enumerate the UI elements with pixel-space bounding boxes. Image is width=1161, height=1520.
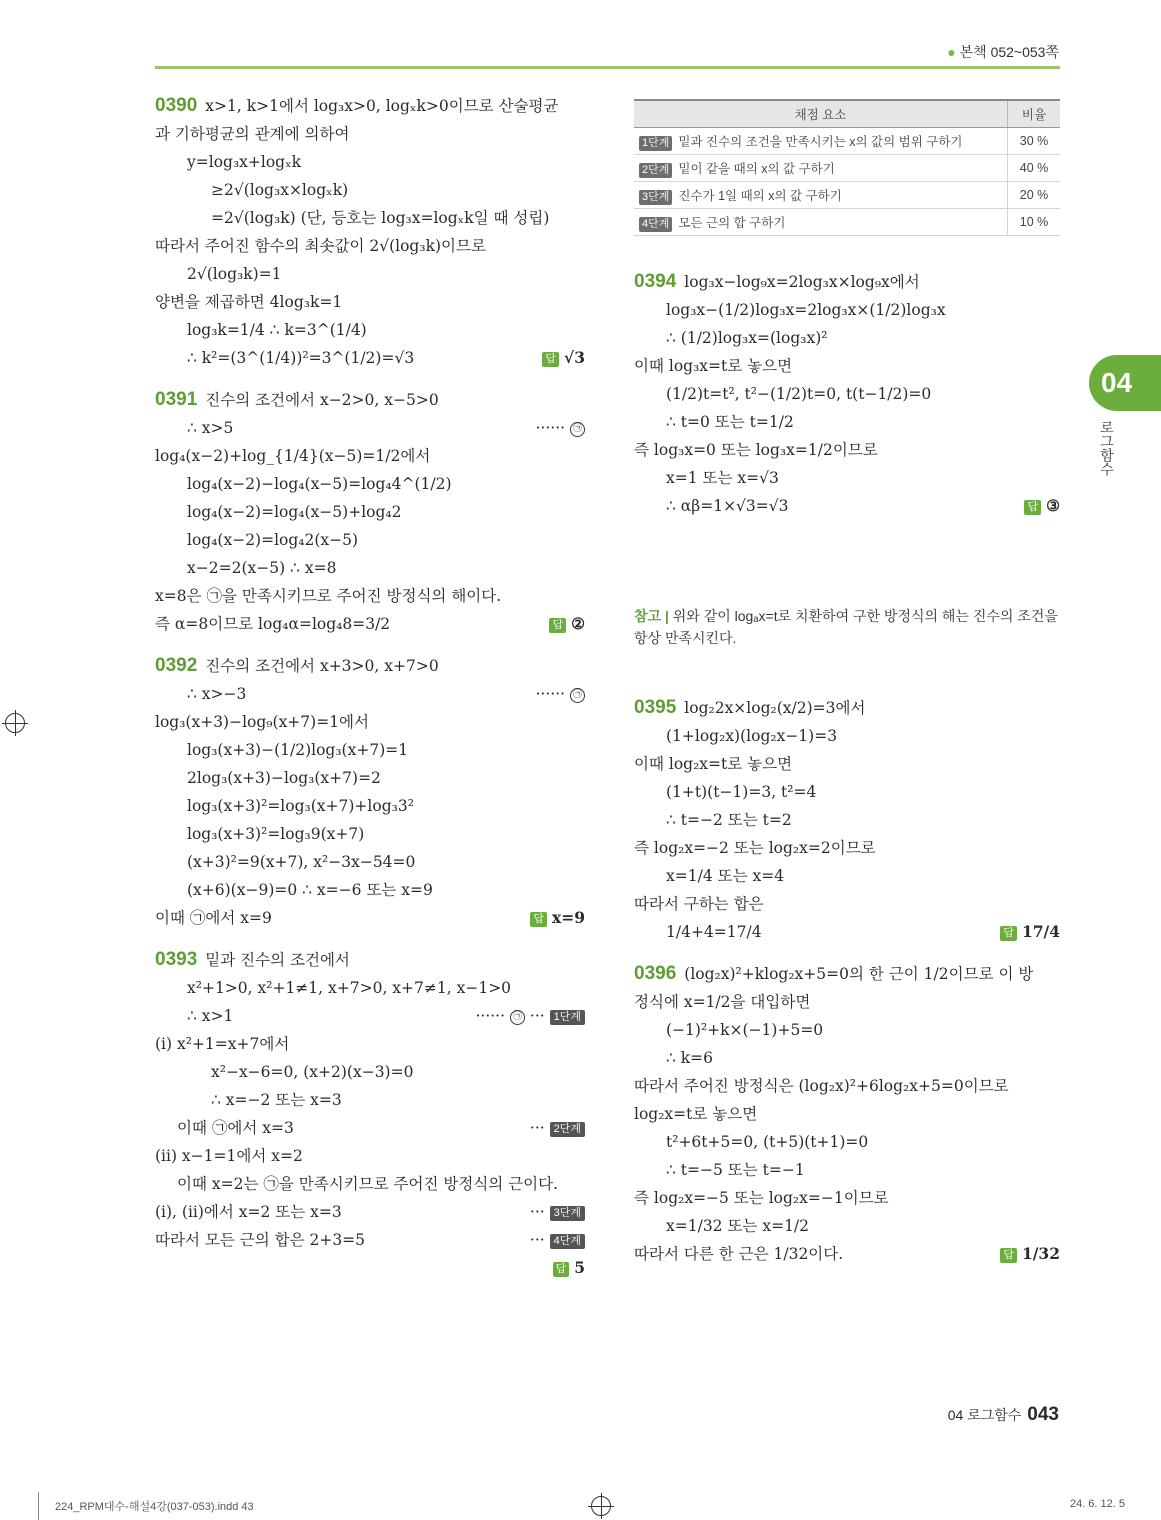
solution-line bbox=[155, 260, 585, 288]
solution-line bbox=[634, 778, 1060, 806]
solution-line bbox=[155, 1114, 585, 1142]
line-text: (log₂x)²+klog₂x+5=0의 한 근이 1/2이므로 이 방 bbox=[684, 965, 1034, 983]
line-text: 밑과 진수의 조건에서 bbox=[205, 951, 350, 969]
solution-line bbox=[634, 862, 1060, 890]
line-text: log₃x−log₉x=2log₃x×log₉x에서 bbox=[684, 273, 920, 291]
solution-line bbox=[155, 316, 585, 344]
line-text: log₃(x+3)−(1/2)log₃(x+7)=1 bbox=[187, 741, 409, 759]
print-file-info: 224_RPM대수-해설4강(037-053).indd 43 bbox=[55, 1501, 254, 1513]
chapter-title-vertical: 로그함수 bbox=[1099, 420, 1115, 476]
line-text: ≥2√(log₃x×logₓk) bbox=[211, 181, 349, 199]
print-date: 24. 6. 12. 5 bbox=[1069, 1498, 1125, 1510]
header-ref-text: 본책 052~053쪽 bbox=[959, 44, 1059, 60]
line-text: x=1/4 또는 x=4 bbox=[666, 867, 785, 885]
solution-line bbox=[155, 554, 585, 582]
solution-line bbox=[634, 750, 1060, 778]
line-text: log₂x=t로 놓으면 bbox=[634, 1105, 758, 1123]
solution-line bbox=[634, 694, 1060, 722]
stage-tag: 4단계 bbox=[639, 217, 672, 232]
spacer bbox=[155, 932, 585, 946]
answer-value: 5 bbox=[574, 1258, 585, 1277]
spacer bbox=[155, 372, 585, 386]
score-item bbox=[634, 155, 1008, 182]
line-text: 따라서 주어진 방정식은 (log₂x)²+6log₂x+5=0이므로 bbox=[634, 1077, 1009, 1095]
right-column-top bbox=[634, 268, 1060, 520]
score-row bbox=[634, 128, 1060, 155]
line-tag: ······ ㉠ ··· 1단계 bbox=[475, 1002, 585, 1030]
score-item bbox=[634, 209, 1008, 236]
left-column bbox=[155, 92, 585, 1277]
step-tag: 3단계 bbox=[550, 1206, 585, 1221]
dots: ······ bbox=[475, 1007, 506, 1025]
solution-line bbox=[155, 904, 585, 932]
solution-line bbox=[634, 806, 1060, 834]
line-text: ∴ t=0 또는 t=1/2 bbox=[666, 413, 794, 431]
footer-chapter: 04 로그함수 bbox=[947, 1407, 1022, 1423]
score-row bbox=[634, 182, 1060, 209]
solution-line bbox=[634, 1212, 1060, 1240]
score-rate: 20 % bbox=[1008, 182, 1061, 209]
line-text: ∴ x>5 bbox=[187, 419, 234, 437]
line-text: =2√(log₃k) (단, 등호는 log₃x=logₓk일 때 성립) bbox=[211, 209, 550, 227]
solution-line bbox=[155, 582, 585, 610]
line-text: (−1)²+k×(−1)+5=0 bbox=[666, 1021, 824, 1039]
line-tag: ··· 3단계 bbox=[530, 1198, 585, 1226]
line-text: log₃k=1/4 ∴ k=3^(1/4) bbox=[187, 321, 367, 339]
line-text: (1+t)(t−1)=3, t²=4 bbox=[666, 783, 817, 801]
solution-line bbox=[634, 960, 1060, 988]
line-text: 따라서 구하는 합은 bbox=[634, 895, 764, 913]
line-text: ∴ (1/2)log₃x=(log₃x)² bbox=[666, 329, 828, 347]
line-text: 과 기하평균의 관계에 의하여 bbox=[155, 125, 350, 143]
line-text: log₃(x+3)−log₉(x+7)=1에서 bbox=[155, 713, 370, 731]
spacer bbox=[634, 946, 1060, 960]
line-text: (x+6)(x−9)=0 ∴ x=−6 또는 x=9 bbox=[187, 881, 433, 899]
line-text: 이때 x=2는 ㉠을 만족시키므로 주어진 방정식의 근이다. bbox=[177, 1175, 559, 1193]
solution-line bbox=[155, 288, 585, 316]
solution-line bbox=[155, 176, 585, 204]
solution-line bbox=[155, 1142, 585, 1170]
line-text: ∴ k²=(3^(1/4))²=3^(1/2)=√3 bbox=[187, 349, 415, 367]
line-text: 이때 log₃x=t로 놓으면 bbox=[634, 357, 793, 375]
note-text: 위와 같이 logₐx=t로 치환하여 구한 방정식의 해는 진수의 조건을 항상 만족시킨다. bbox=[634, 608, 1058, 646]
solution-line bbox=[634, 1240, 1060, 1268]
solution-line bbox=[155, 652, 585, 680]
note-label: 참고 | bbox=[634, 608, 669, 624]
line-text: (ii) x−1=1에서 x=2 bbox=[155, 1147, 303, 1165]
solution-line bbox=[155, 232, 585, 260]
line-tag: ··· 4단계 bbox=[530, 1226, 585, 1254]
answer-tag: 답 bbox=[542, 352, 559, 367]
stage-tag: 2단계 bbox=[639, 163, 672, 178]
line-tag bbox=[542, 344, 585, 372]
solution-line bbox=[634, 296, 1060, 324]
solution-line bbox=[155, 708, 585, 736]
stage-desc: 진수가 1일 때의 x의 값 구하기 bbox=[678, 188, 842, 203]
line-text: (i), (ii)에서 x=2 또는 x=3 bbox=[155, 1203, 342, 1221]
answer-value: 1/32 bbox=[1021, 1244, 1060, 1263]
solution-line bbox=[155, 792, 585, 820]
line-text: ∴ x>−3 bbox=[187, 685, 247, 703]
solution-line bbox=[155, 148, 585, 176]
solution-line bbox=[155, 526, 585, 554]
solution-line bbox=[634, 1044, 1060, 1072]
line-text: x>1, k>1에서 log₃x>0, logₓk>0이므로 산술평균 bbox=[205, 97, 559, 115]
solution-line bbox=[634, 1156, 1060, 1184]
step-tag: 4단계 bbox=[550, 1234, 585, 1249]
solution-line bbox=[155, 442, 585, 470]
line-text: 즉 log₂x=−2 또는 log₂x=2이므로 bbox=[634, 839, 876, 857]
line-text: log₃(x+3)²=log₃(x+7)+log₃3² bbox=[187, 797, 414, 815]
solution-line bbox=[155, 876, 585, 904]
answer-tag: 답 bbox=[530, 912, 547, 927]
solution-line bbox=[155, 610, 585, 638]
line-tag bbox=[1000, 1240, 1060, 1268]
score-row bbox=[634, 155, 1060, 182]
line-text: (1/2)t=t², t²−(1/2)t=0, t(t−1/2)=0 bbox=[666, 385, 932, 403]
line-text: 따라서 모든 근의 합은 2+3=5 bbox=[155, 1231, 366, 1249]
solution-line bbox=[155, 120, 585, 148]
score-rate: 10 % bbox=[1008, 209, 1061, 236]
score-rate: 30 % bbox=[1008, 128, 1061, 155]
answer-value: ② bbox=[571, 614, 585, 633]
line-text: ∴ t=−2 또는 t=2 bbox=[666, 811, 792, 829]
solution-line bbox=[634, 722, 1060, 750]
line-text: log₄(x−2)=log₄(x−5)+log₄2 bbox=[187, 503, 402, 521]
registration-mark-icon bbox=[591, 1496, 611, 1516]
solution-line bbox=[634, 408, 1060, 436]
solution-line bbox=[634, 380, 1060, 408]
step-tag: 2단계 bbox=[550, 1122, 585, 1137]
answer-tag: 답 bbox=[553, 1262, 570, 1277]
line-text: ∴ x>1 bbox=[187, 1007, 234, 1025]
solution-line bbox=[155, 736, 585, 764]
answer-value: √3 bbox=[564, 348, 585, 367]
solution-line bbox=[155, 1002, 585, 1030]
right-column-bottom bbox=[634, 694, 1060, 1268]
solution-line bbox=[634, 436, 1060, 464]
answer-value: 17/4 bbox=[1021, 922, 1060, 941]
line-text: log₂2x×log₂(x/2)=3에서 bbox=[684, 699, 866, 717]
problem-number: 0396 bbox=[634, 963, 677, 984]
header-reference: ● 본책 052~053쪽 bbox=[947, 44, 1059, 60]
solution-line bbox=[155, 820, 585, 848]
line-text: 양변을 제곱하면 4log₃k=1 bbox=[155, 293, 343, 311]
line-text: log₃x−(1/2)log₃x=2log₃x×(1/2)log₃x bbox=[666, 301, 946, 319]
solution-line bbox=[155, 1198, 585, 1226]
step-tag: 1단계 bbox=[550, 1010, 585, 1025]
line-text: x²−x−6=0, (x+2)(x−3)=0 bbox=[211, 1063, 414, 1081]
solution-line bbox=[155, 386, 585, 414]
solution-line bbox=[634, 268, 1060, 296]
condition-mark: ㉠ bbox=[570, 688, 585, 703]
line-tag bbox=[536, 414, 586, 442]
line-text: x=1 또는 x=√3 bbox=[666, 469, 779, 487]
condition-mark: ㉠ bbox=[510, 1010, 525, 1025]
answer-tag: 답 bbox=[1000, 926, 1017, 941]
line-tag bbox=[553, 1254, 585, 1282]
answer-tag: 답 bbox=[1000, 1248, 1017, 1263]
line-text: 1/4+4=17/4 bbox=[666, 923, 762, 941]
problem-number: 0395 bbox=[634, 697, 677, 718]
answer-value: x=9 bbox=[551, 908, 585, 927]
line-text: 이때 ㉠에서 x=3 bbox=[177, 1119, 294, 1137]
line-tag bbox=[530, 904, 585, 932]
stage-tag: 1단계 bbox=[639, 136, 672, 151]
solution-line bbox=[155, 680, 585, 708]
solution-line bbox=[634, 464, 1060, 492]
solution-line bbox=[634, 1016, 1060, 1044]
print-rule bbox=[38, 1492, 39, 1520]
solution-line bbox=[634, 890, 1060, 918]
score-item bbox=[634, 128, 1008, 155]
problem-number: 0392 bbox=[155, 655, 198, 676]
solution-line bbox=[155, 414, 585, 442]
solution-line bbox=[155, 1086, 585, 1114]
answer-tag: 답 bbox=[549, 618, 566, 633]
solution-line bbox=[634, 492, 1060, 520]
line-text: 2log₃(x+3)−log₃(x+7)=2 bbox=[187, 769, 381, 787]
line-tag: ··· 2단계 bbox=[530, 1114, 585, 1142]
line-text: 즉 log₃x=0 또는 log₃x=1/2이므로 bbox=[634, 441, 878, 459]
line-text: log₄(x−2)+log_{1/4}(x−5)=1/2에서 bbox=[155, 447, 431, 465]
chapter-num: 04 bbox=[1101, 367, 1133, 398]
line-tag bbox=[549, 610, 585, 638]
solution-line bbox=[155, 344, 585, 372]
line-text: 따라서 주어진 함수의 최솟값이 2√(log₃k)이므로 bbox=[155, 237, 486, 255]
line-text: x−2=2(x−5) ∴ x=8 bbox=[187, 559, 337, 577]
scoring-table bbox=[634, 99, 1060, 236]
line-text: (i) x²+1=x+7에서 bbox=[155, 1035, 290, 1053]
line-text: x²+1>0, x²+1≠1, x+7>0, x+7≠1, x−1>0 bbox=[187, 979, 512, 997]
solution-line bbox=[155, 946, 585, 974]
score-rate: 40 % bbox=[1008, 155, 1061, 182]
stage-desc: 밑과 진수의 조건을 만족시키는 x의 값의 범위 구하기 bbox=[678, 134, 963, 149]
solution-line bbox=[634, 352, 1060, 380]
solution-line bbox=[634, 1128, 1060, 1156]
line-text: 정식에 x=1/2을 대입하면 bbox=[634, 993, 811, 1011]
line-text: 진수의 조건에서 x+3>0, x+7>0 bbox=[205, 657, 439, 675]
line-text: log₄(x−2)−log₄(x−5)=log₄4^(1/2) bbox=[187, 475, 452, 493]
solution-line bbox=[155, 204, 585, 232]
solution-line bbox=[155, 1058, 585, 1086]
page-number: 043 bbox=[1027, 1404, 1059, 1425]
score-header-item: 채점 요소 bbox=[634, 100, 1008, 128]
line-text: (1+log₂x)(log₂x−1)=3 bbox=[666, 727, 838, 745]
chapter-tab bbox=[1089, 355, 1161, 411]
solution-line bbox=[634, 988, 1060, 1016]
problem-number: 0393 bbox=[155, 949, 198, 970]
registration-mark-icon bbox=[5, 713, 25, 733]
solution-line bbox=[634, 1072, 1060, 1100]
answer-tag: 답 bbox=[1024, 500, 1041, 515]
line-text: log₄(x−2)=log₄2(x−5) bbox=[187, 531, 359, 549]
footer bbox=[948, 1404, 1059, 1426]
solution-line bbox=[155, 1170, 585, 1198]
line-text: (x+3)²=9(x+7), x²−3x−54=0 bbox=[187, 853, 416, 871]
solution-line bbox=[634, 324, 1060, 352]
note-box bbox=[634, 605, 1062, 649]
line-text: 진수의 조건에서 x−2>0, x−5>0 bbox=[205, 391, 439, 409]
line-text: 2√(log₃k)=1 bbox=[187, 265, 282, 283]
condition-mark: ㉠ bbox=[570, 422, 585, 437]
line-text: x=8은 ㉠을 만족시키므로 주어진 방정식의 해이다. bbox=[155, 587, 502, 605]
line-text: 즉 α=8이므로 log₄α=log₄8=3/2 bbox=[155, 615, 391, 633]
dots: ······ bbox=[535, 685, 566, 703]
solution-line bbox=[155, 498, 585, 526]
line-text: ∴ k=6 bbox=[666, 1049, 714, 1067]
problem-number: 0390 bbox=[155, 95, 198, 116]
line-text: ∴ x=−2 또는 x=3 bbox=[211, 1091, 342, 1109]
line-text: 따라서 다른 한 근은 1/32이다. bbox=[634, 1245, 844, 1263]
solution-line bbox=[155, 764, 585, 792]
line-text: log₃(x+3)²=log₃9(x+7) bbox=[187, 825, 365, 843]
solution-line bbox=[155, 1226, 585, 1254]
problem-number: 0394 bbox=[634, 271, 677, 292]
line-tag bbox=[536, 680, 586, 708]
stage-desc: 모든 근의 합 구하기 bbox=[678, 215, 786, 230]
stage-desc: 밑이 같을 때의 x의 값 구하기 bbox=[678, 161, 835, 176]
line-tag bbox=[1024, 492, 1060, 520]
line-text: ∴ t=−5 또는 t=−1 bbox=[666, 1161, 805, 1179]
problem-number: 0391 bbox=[155, 389, 198, 410]
solution-line bbox=[155, 974, 585, 1002]
dots: ······ bbox=[535, 419, 566, 437]
solution-line bbox=[155, 848, 585, 876]
solution-line bbox=[634, 1100, 1060, 1128]
line-text: 이때 log₂x=t로 놓으면 bbox=[634, 755, 793, 773]
score-header-rate: 비율 bbox=[1008, 100, 1061, 128]
line-text: ∴ αβ=1×√3=√3 bbox=[666, 497, 789, 515]
solution-line bbox=[634, 1184, 1060, 1212]
solution-line bbox=[155, 470, 585, 498]
score-item bbox=[634, 182, 1008, 209]
line-text: 이때 ㉠에서 x=9 bbox=[155, 909, 272, 927]
line-text: t²+6t+5=0, (t+5)(t+1)=0 bbox=[666, 1133, 869, 1151]
line-text: 즉 log₂x=−5 또는 log₂x=−1이므로 bbox=[634, 1189, 889, 1207]
solution-line bbox=[634, 918, 1060, 946]
stage-tag: 3단계 bbox=[639, 190, 672, 205]
answer-value: ③ bbox=[1046, 496, 1060, 515]
score-row bbox=[634, 209, 1060, 236]
line-tag bbox=[1000, 918, 1060, 946]
solution-line bbox=[155, 92, 585, 120]
solution-line bbox=[634, 834, 1060, 862]
solution-line bbox=[155, 1030, 585, 1058]
spacer bbox=[155, 638, 585, 652]
line-text: x=1/32 또는 x=1/2 bbox=[666, 1217, 810, 1235]
line-text: y=log₃x+logₓk bbox=[187, 153, 302, 171]
header-rule bbox=[155, 66, 1060, 69]
